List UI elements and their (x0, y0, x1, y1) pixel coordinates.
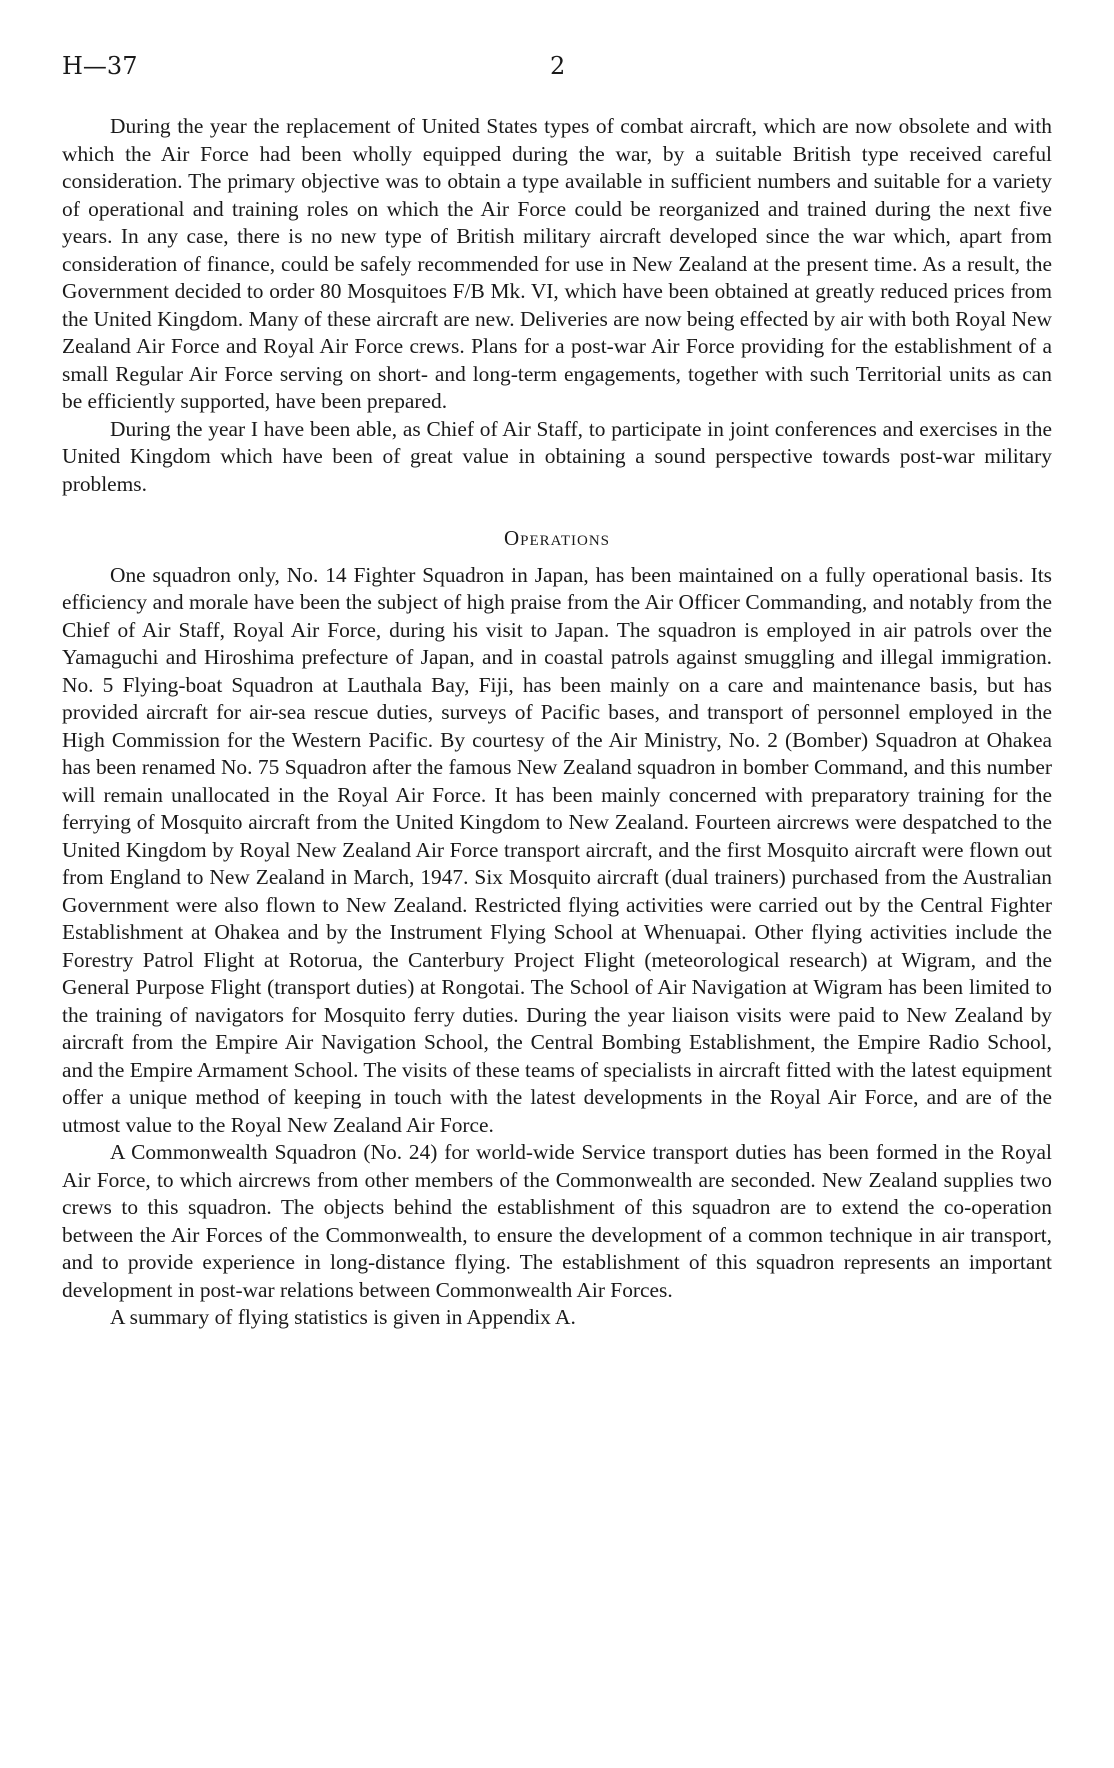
page-header (62, 52, 1058, 84)
document-body (62, 113, 1052, 1332)
paragraph: During the year I have been able, as Chief of Air Staff, to participate in joint conferences and exercises in the United Kingdom which have been of great value in obtaining a sound perspective towards post-war military problems. (62, 416, 1052, 496)
document-reference: H—37 (62, 52, 138, 80)
paragraph: A summary of flying statistics is given in Appendix A. (110, 1305, 576, 1329)
paragraph: During the year the replacement of United States types of combat aircraft, which are now obsolete and with which the Air Force had been wholly equipped during the war, by a suitable British type received careful consideration. The primary objective was to obtain a type available in sufficient numbers and suitable for a variety of operational and training roles on which the Air Force could be reorganized and trained during the next five years. In any case, there is no new type of British military aircraft developed since the war which, apart from consideration of finance, could be safely recommended for use in New Zealand at the present time. As a result, the Government decided to order 80 Mosquitoes F/B Mk. VI, which have been obtained at greatly reduced prices from the United Kingdom. Many of these aircraft are new. Deliveries are now being effected by air with both Royal New Zealand Air Force and Royal Air Force crews. Plans for a post-war Air Force providing for the establishment of a small Regular Air Force serving on short- and long-term engagements, together with such Territorial units as can be efficiently supported, have been prepared. (62, 114, 1052, 413)
paragraph: A Commonwealth Squadron (No. 24) for world-wide Service transport duties has been formed in the Royal Air Force, to which aircrews from other members of the Commonwealth are seconded. New Zealand supplies two crews to this squadron. The objects behind the establishment of this squadron are to extend the co-operation between the Air Forces of the Commonwealth, to ensure the development of a common technique in air transport, and to provide experience in long-distance flying. The establishment of this squadron represents an important development in post-war relations between Commonwealth Air Forces. (62, 1140, 1052, 1302)
page-number: 2 (550, 52, 566, 80)
section-heading-operations: Operations (503, 526, 610, 550)
paragraph: One squadron only, No. 14 Fighter Squadron in Japan, has been maintained on a fully operational basis. Its efficiency and morale have been the subject of high praise from the Air Officer Commanding, and notably from the Chief of Air Staff, Royal Air Force, during his visit to Japan. The squadron is employed in air patrols over the Yamaguchi and Hiroshima prefecture of Japan, and in coastal patrols against smuggling and illegal immigration. No. 5 Flying-boat Squadron at Lauthala Bay, Fiji, has been mainly on a care and maintenance basis, but has provided aircraft for air-sea rescue duties, surveys of Pacific bases, and transport of personnel employed in the High Commission for the Western Pacific. By courtesy of the Air Ministry, No. 2 (Bomber) Squadron at Ohakea has been renamed No. 75 Squadron after the famous New Zealand squadron in bomber Command, and this number will remain unallocated in the Royal Air Force. It has been mainly concerned with preparatory training for the ferrying of Mosquito aircraft from the United Kingdom to New Zealand. Fourteen aircrews were despatched to the United Kingdom by Royal New Zealand Air Force transport aircraft, and the first Mosquito aircraft were flown out from England to New Zealand in March, 1947. Six Mosquito aircraft (dual trainers) purchased from the Australian Government were also flown to New Zealand. Restricted flying activities were carried out by the Central Fighter Establishment at Ohakea and by the Instrument Flying School at Whenuapai. Other flying activities include the Forestry Patrol Flight at Rotorua, the Canterbury Project Flight (meteorological research) at Wigram, and the General Purpose Flight (transport duties) at Rongotai. The School of Air Navigation at Wigram has been limited to the training of navigators for Mosquito ferry duties. During the year liaison visits were paid to New Zealand by aircraft from the Empire Air Navigation School, the Central Bombing Establishment, the Empire Radio School, and the Empire Armament School. The visits of these teams of specialists in aircraft fitted with the latest equipment offer a unique method of keeping in touch with the latest developments in the Royal Air Force, and are of the utmost value to the Royal New Zealand Air Force. (62, 562, 1052, 1137)
